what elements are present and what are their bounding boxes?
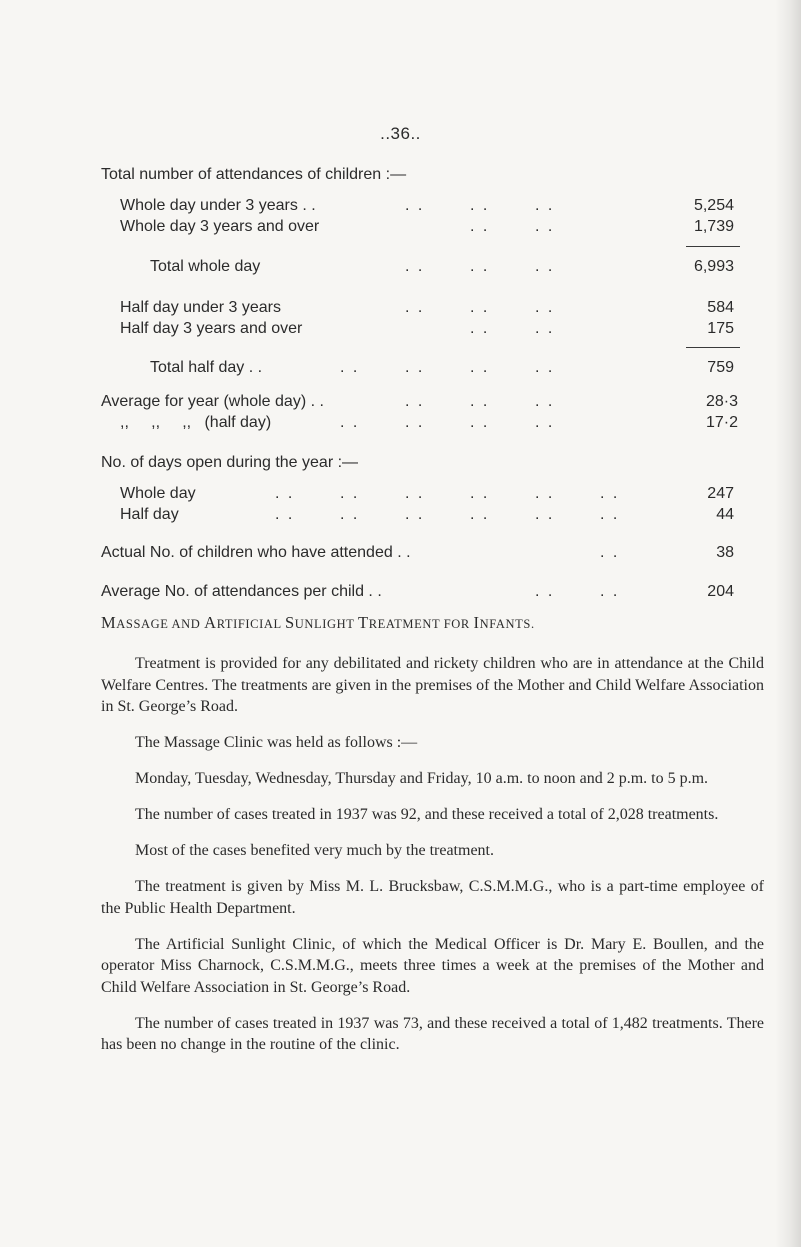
paragraph: The treatment is given by Miss M. L. Brucksbaw, C.S.M.M.G., who is a part-time employee of the Public Health Department. (101, 878, 764, 917)
attendances-heading: Total number of attendances of children :— (101, 166, 407, 183)
title-part: MASSAGE AND (101, 613, 205, 632)
page-number: ..36.. (380, 124, 421, 143)
stat-row-half-under-3: Half day under 3 years . . . . . . 584 (120, 299, 734, 316)
stat-label: Whole day 3 years and over (120, 218, 320, 235)
stat-value: 44 (716, 506, 734, 523)
title-part: INFANTS. (473, 613, 535, 632)
stat-value: 204 (707, 583, 734, 600)
section-body (101, 653, 764, 1070)
stat-row-total-whole: Total whole day . . . . . . 6,993 (150, 258, 734, 275)
paragraph: The Massage Clinic was held as follows :— (135, 734, 418, 751)
stat-value: 759 (707, 359, 734, 376)
stat-row-total-half: Total half day . . . . . . . . . . 759 (150, 359, 734, 376)
sum-rule (686, 246, 740, 247)
stat-value: 175 (707, 320, 734, 337)
stat-value: 584 (707, 299, 734, 316)
stat-label: Total half day . . (150, 359, 263, 376)
stat-label: Whole day (120, 485, 196, 502)
stat-row-whole-3-over: Whole day 3 years and over . . . . 1,739 (120, 218, 734, 235)
section-title (101, 613, 535, 633)
paragraph: The number of cases treated in 1937 was 92, and these received a total of 2,028 treatments. (135, 806, 719, 823)
stat-value: 28·3 (705, 393, 738, 410)
stat-row-days-whole: Whole day . . . . . . . . . . . . 247 (120, 485, 734, 502)
stat-row-avg-half: ,, ,, ,, (half day) . . . . . . . . 17·2 (120, 414, 738, 431)
stat-label: Whole day under 3 years . . (120, 197, 316, 214)
stat-value: 17·2 (705, 414, 738, 431)
title-part: SUNLIGHT (285, 613, 359, 632)
stat-value: 1,739 (693, 218, 734, 235)
stat-label: Total whole day (150, 258, 261, 275)
stat-label: Average No. of attendances per child . . (101, 583, 382, 600)
stat-label: ,, ,, ,, (half day) (120, 414, 272, 431)
stat-row-whole-under-3: Whole day under 3 years . . . . . . . . 5,254 (120, 197, 734, 214)
stat-label: Half day under 3 years (120, 299, 281, 316)
stat-label: Half day 3 years and over (120, 320, 303, 337)
stat-value: 5,254 (693, 197, 734, 214)
stat-row-days-half: Half day . . . . . . . . . . . . 44 (120, 506, 734, 523)
title-part: ARTIFICIAL (204, 613, 286, 632)
days-open-heading: No. of days open during the year :— (101, 454, 359, 471)
paragraph: The Artificial Sunlight Clinic, of which the Medical Officer is Dr. Mary E. Boullen, and the operator Miss Charnock, C.S.M.M.G., meets three times a week at the premises of the Mother and Child Welfare Association in St. George’s Road. (101, 935, 764, 996)
paragraph: Treatment is provided for any debilitated and rickety children who are in attendance at the Child Welfare Centres. The treatments are given in the premises of the Mother and Child Welfare Association in St. George’s Road. (101, 655, 764, 715)
stat-value: 247 (707, 485, 734, 502)
page-edge-shadow (775, 0, 801, 1247)
stat-value: 38 (716, 544, 734, 561)
sum-rule (686, 347, 740, 348)
stat-value: 6,993 (693, 258, 734, 275)
paragraph: Monday, Tuesday, Wednesday, Thursday and Friday, 10 a.m. to noon and 2 p.m. to 5 p.m. (135, 770, 709, 787)
stat-row-avg-whole: Average for year (whole day) . . . . . . . . 28·3 (101, 393, 738, 410)
stat-row-half-3-over: Half day 3 years and over . . . . 175 (120, 320, 734, 337)
stat-label: Actual No. of children who have attended . . (101, 544, 411, 561)
stat-label: Average for year (whole day) . . (101, 393, 324, 410)
title-part: TREATMENT FOR (358, 613, 474, 632)
paragraph: Most of the cases benefited very much by the treatment. (135, 842, 494, 859)
paragraph: The number of cases treated in 1937 was 73, and these received a total of 1,482 treatments. There has been no change in the routine of the clinic. (101, 1014, 764, 1053)
stat-row-avg-attendances: Average No. of attendances per child . . . . . . 204 (101, 583, 734, 600)
stat-row-actual-children: Actual No. of children who have attended . . . . 38 (101, 544, 734, 561)
stat-label: Half day (120, 506, 179, 523)
